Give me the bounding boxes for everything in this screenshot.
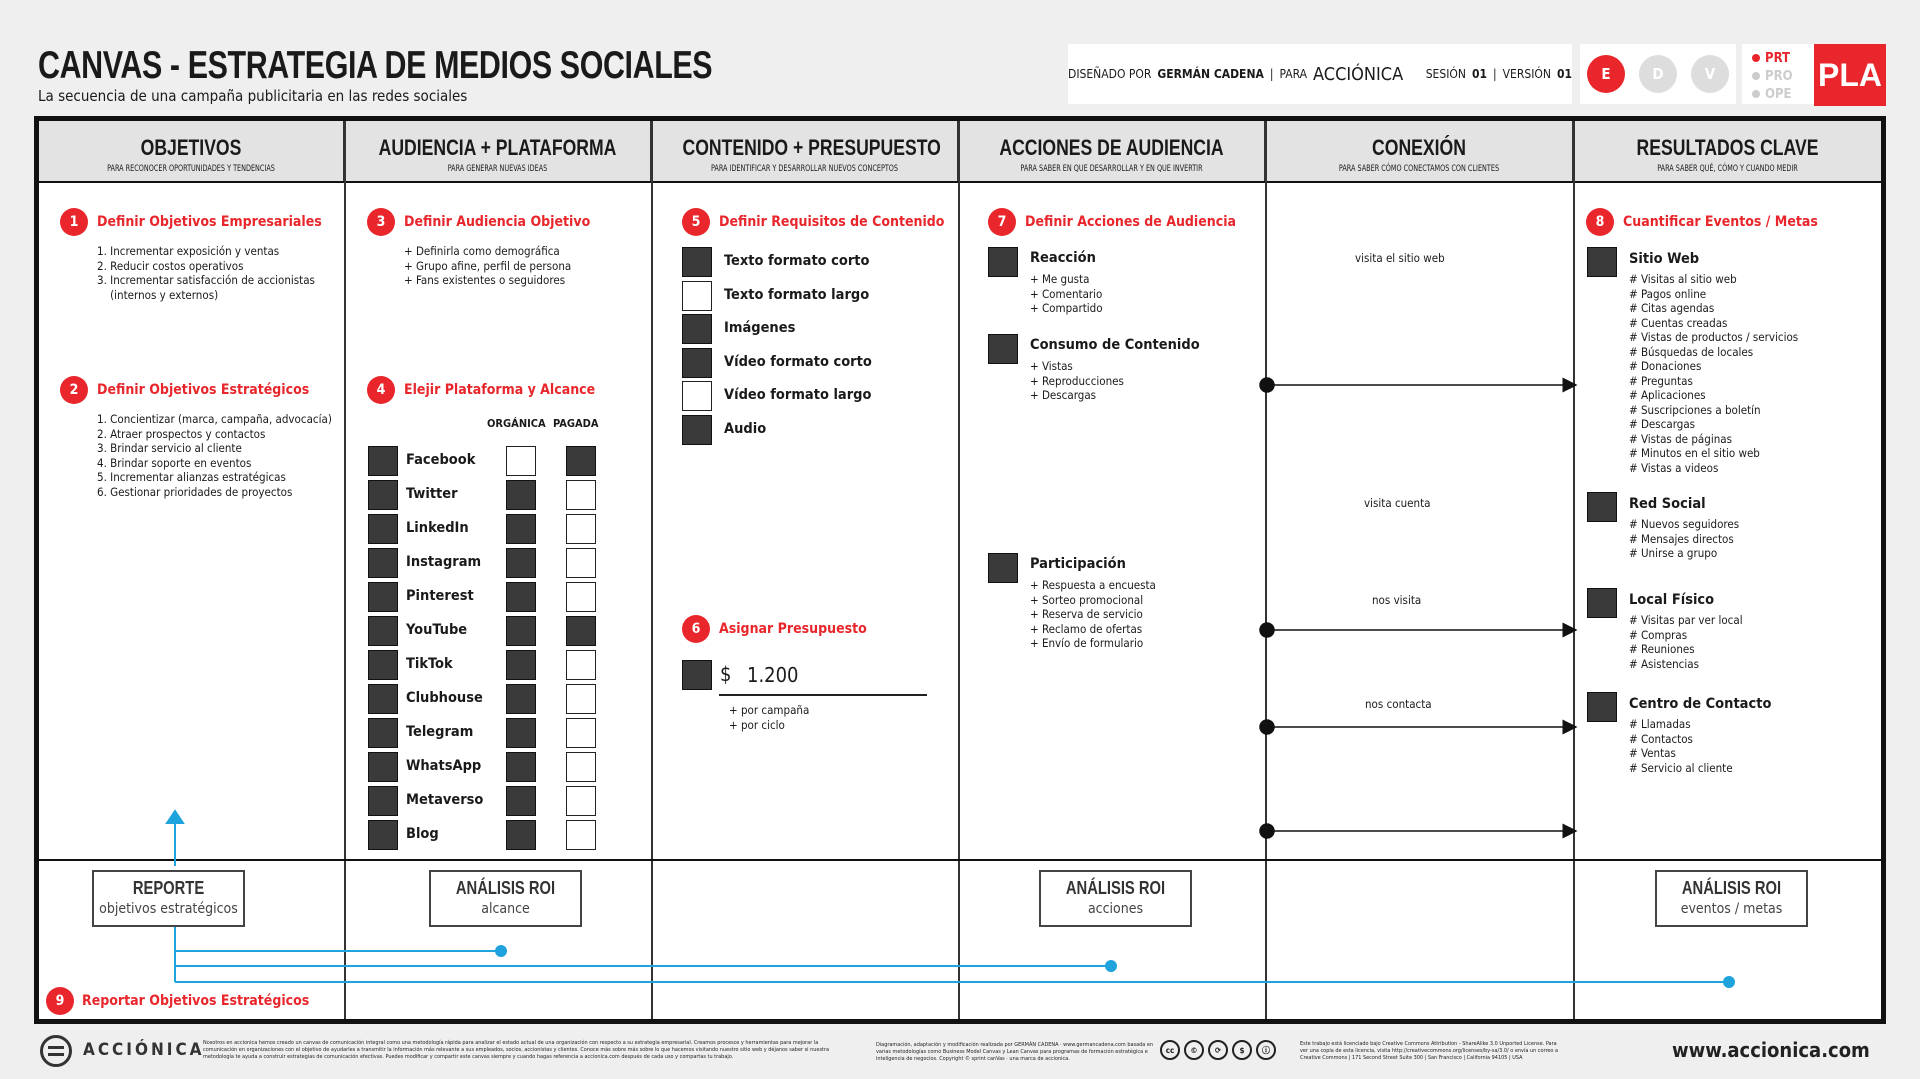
designer-name: GERMÁN CADENA xyxy=(1157,67,1264,81)
step-9-badge: 9 xyxy=(46,987,74,1015)
edv-selector xyxy=(1580,44,1736,104)
result-metrics: # Visitas al sitio web # Pagos online # Citas agendas # Cuentas creadas # Vistas de productos / servicios # Búsquedas de locales # Donaciones # Preguntas # Aplicaciones # Suscripciones a boletín # Descargas # Vistas de páginas # Minutos en el sitio web # Vistas a videos xyxy=(1629,272,1799,475)
platform-name: TikTok xyxy=(406,656,453,672)
step-3-badge: 3 xyxy=(367,208,395,236)
platform-name: Clubhouse xyxy=(406,690,483,706)
footer-brand: ACCIÓNICA xyxy=(83,1040,205,1060)
connection-label-4: nos contacta xyxy=(1365,697,1432,711)
footer-license: Este trabajo está licenciado bajo Creative Commons Attribution - ShareAlike 3.0 Unported License. Para ver una copia de esta licencia, visita http://creativecommons.org/licenses/by-sa/3.0/ o envía un correo a Creative Commons | 171 Second Street Suite 300 | San Francisco | California 94105 | USA xyxy=(1300,1041,1559,1061)
attribution-icon: ⓘ xyxy=(1256,1040,1276,1060)
platform-name: Facebook xyxy=(406,452,476,468)
footer-website-link[interactable]: www.accionica.com xyxy=(1672,1038,1870,1062)
section-2-list: 1. Concientizar (marca, campaña, advocacía) 2. Atraer prospectos y contactos 3. Brindar servicio al cliente 4. Brindar soporte en eventos 5. Incrementar alianzas estratégicas 6. Gestionar prioridades de proyectos xyxy=(97,412,332,499)
platform-name: Metaverso xyxy=(406,792,484,808)
meta-bar: DISEÑADO POR GERMÁN CADENA | PARA ACCIÓNICA SESIÓN 01 | VERSIÓN 01 xyxy=(1068,44,1572,104)
stage-ope[interactable]: OPE xyxy=(1765,87,1792,102)
stage-dot-icon xyxy=(1752,72,1760,80)
nc-icon: $ xyxy=(1232,1040,1252,1060)
stage-pro[interactable]: PRO xyxy=(1765,69,1793,84)
footer xyxy=(0,1030,1920,1079)
col-head-objetivos: OBJETIVOS PARA RECONOCER OPORTUNIDADES Y TENDENCIAS xyxy=(39,121,345,181)
col-head-contenido: CONTENIDO + PRESUPUESTO PARA IDENTIFICAR Y DESARROLLAR NUEVOS CONCEPTOS xyxy=(652,121,959,181)
platform-name: LinkedIn xyxy=(406,520,469,536)
content-name: Imágenes xyxy=(724,320,796,336)
designed-by-label: DISEÑADO POR xyxy=(1068,67,1152,81)
edv-d-button[interactable]: D xyxy=(1639,55,1677,93)
result-name: Local Físico xyxy=(1629,592,1715,608)
action-items: + Vistas + Reproducciones + Descargas xyxy=(1030,359,1124,402)
step-1-badge: 1 xyxy=(60,208,88,236)
step-4-badge: 4 xyxy=(367,376,395,404)
platform-name: Blog xyxy=(406,826,439,842)
section-3-title: Definir Audiencia Objetivo xyxy=(404,214,591,230)
action-name: Reacción xyxy=(1030,250,1096,266)
report-box[interactable]: REPORTE objetivos estratégicos xyxy=(92,870,245,927)
action-items: + Me gusta + Comentario + Compartido xyxy=(1030,272,1103,315)
version-value: 01 xyxy=(1556,67,1572,81)
arrow-up-icon xyxy=(167,811,183,823)
col-head-resultados: RESULTADOS CLAVE PARA SABER QUÉ, CÓMO Y CUANDO MEDIR xyxy=(1574,121,1881,181)
budget-amount[interactable]: 1.200 xyxy=(747,663,799,687)
platform-name: Instagram xyxy=(406,554,482,570)
budget-options: + por campaña + por ciclo xyxy=(729,703,810,732)
connection-label-1: visita el sitio web xyxy=(1355,251,1445,265)
report-links xyxy=(39,121,1881,1019)
section-6-title: Asignar Presupuesto xyxy=(719,621,867,637)
section-2-title: Definir Objetivos Estratégicos xyxy=(97,382,310,398)
license-icons xyxy=(1160,1040,1276,1060)
roi-eventos-box[interactable]: ANÁLISIS ROI eventos / metas xyxy=(1655,870,1808,927)
action-items: + Respuesta a encuesta + Sorteo promocional + Reserva de servicio + Reclamo de ofertas + Envío de formulario xyxy=(1030,578,1156,650)
for-label: PARA xyxy=(1279,67,1307,81)
step-7-badge: 7 xyxy=(988,208,1016,236)
footer-credits: Diagramación, adaptación y modificación realizada por GERMÁN CADENA · www.germancadena.com basada en varias metodologías como Business Model Canvas y Lean Canvas para programas de formación estratégica e inteligencia de negocios. Copyright © sprint canVas · una marca de accionica. xyxy=(876,1042,1154,1062)
content-name: Texto formato largo xyxy=(724,286,870,303)
client-name: ACCIÓNICA xyxy=(1313,63,1404,85)
step-2-badge: 2 xyxy=(60,376,88,404)
platform-name: Pinterest xyxy=(406,588,474,604)
col-head-acciones: ACCIONES DE AUDIENCIA PARA SABER EN QUE DESARROLLAR Y EN QUE INVERTIR xyxy=(959,121,1266,181)
section-9-title: Reportar Objetivos Estratégicos xyxy=(82,993,310,1009)
by-icon: © xyxy=(1184,1040,1204,1060)
page-subtitle: La secuencia de una campaña publicitaria en las redes sociales xyxy=(38,87,468,105)
section-8-title: Cuantificar Eventos / Metas xyxy=(1623,214,1818,230)
footer-about: Nosotros en accionica hemos creado un canvas de comunicación integral como una metodología rápida para analizar el estado actual de una organización con respecto a su estrategia empresarial. Creamos procesos y herramientas para mejorar la comunicación en organizaciones con el objetivo de ayudarles a transmitir la información más relevante a sus empleados, socios, accionistas y clientes. Conoce más sobre más sobre lo que hacemos visitando nuestro sitio web y déjanos saber si nuestra metodología te ayuda a construir estrategias de comunicación efectivas. Puedes modificar y compartir este canvas siempre y cuando hagas referencia a accionica.com después de cada uso y compartas tu trabajo. xyxy=(203,1040,830,1060)
platform-name: WhatsApp xyxy=(406,758,482,774)
col-head-conexion: CONEXIÓN PARA SABER CÓMO CONECTAMOS CON CLIENTES xyxy=(1266,121,1574,181)
content-name: Audio xyxy=(724,420,767,437)
action-name: Consumo de Contenido xyxy=(1030,337,1200,353)
cc-icon: cc xyxy=(1160,1040,1180,1060)
section-1-list: 1. Incrementar exposición y ventas 2. Reducir costos operativos 3. Incrementar satisfacción de accionistas (internos y externos) xyxy=(97,244,315,302)
platform-name: Telegram xyxy=(406,724,474,740)
result-metrics: # Nuevos seguidores # Mensajes directos # Unirse a grupo xyxy=(1629,517,1740,560)
session-label: SESIÓN xyxy=(1425,67,1466,81)
stage-dot-icon xyxy=(1752,90,1760,98)
section-3-list: + Definirla como demográfica + Grupo afine, perfil de persona + Fans existentes o seguidores xyxy=(404,244,572,287)
section-5-title: Definir Requisitos de Contenido xyxy=(719,214,945,230)
section-7-title: Definir Acciones de Audiencia xyxy=(1025,214,1237,230)
connection-label-2: visita cuenta xyxy=(1364,496,1431,510)
canvas-board xyxy=(34,116,1886,1024)
stage-prt[interactable]: PRT xyxy=(1765,51,1790,66)
stage-list xyxy=(1742,44,1814,104)
edv-v-button[interactable]: V xyxy=(1691,55,1729,93)
version-label: VERSIÓN xyxy=(1502,67,1551,81)
step-8-badge: 8 xyxy=(1586,208,1614,236)
sa-icon: ⟳ xyxy=(1208,1040,1228,1060)
content-name: Vídeo formato largo xyxy=(724,387,872,403)
session-value: 01 xyxy=(1471,67,1488,81)
page-title: CANVAS - ESTRATEGIA DE MEDIOS SOCIALES xyxy=(38,44,713,87)
result-name: Sitio Web xyxy=(1629,251,1700,267)
result-metrics: # Visitas par ver local # Compras # Reuniones # Asistencias xyxy=(1629,613,1743,671)
content-name: Vídeo formato corto xyxy=(724,353,872,370)
col-head-audiencia: AUDIENCIA + PLATAFORMA PARA GENERAR NUEVAS IDEAS xyxy=(345,121,652,181)
result-name: Red Social xyxy=(1629,496,1706,512)
step-6-badge: 6 xyxy=(682,615,710,643)
paid-col-label: PAGADA xyxy=(553,417,599,430)
organic-col-label: ORGÁNICA xyxy=(487,417,546,430)
content-name: Texto formato corto xyxy=(724,253,870,269)
budget-currency: $ xyxy=(720,662,732,686)
roi-alcance-box[interactable]: ANÁLISIS ROI alcance xyxy=(429,870,582,927)
code-badge: PLA xyxy=(1814,44,1886,106)
result-metrics: # Llamadas # Contactos # Ventas # Servicio al cliente xyxy=(1629,717,1733,775)
platform-name: Twitter xyxy=(406,486,458,502)
step-5-badge: 5 xyxy=(682,208,710,236)
brand-logo-icon xyxy=(40,1035,72,1067)
result-name: Centro de Contacto xyxy=(1629,696,1772,712)
edv-e-button[interactable]: E xyxy=(1587,55,1625,93)
section-1-title: Definir Objetivos Empresariales xyxy=(97,214,322,230)
stage-dot-icon xyxy=(1752,54,1760,62)
platform-name: YouTube xyxy=(406,622,468,638)
section-4-title: Elejir Plataforma y Alcance xyxy=(404,382,596,398)
roi-acciones-box[interactable]: ANÁLISIS ROI acciones xyxy=(1039,870,1192,927)
connection-label-3: nos visita xyxy=(1372,593,1422,607)
action-name: Participación xyxy=(1030,556,1126,572)
